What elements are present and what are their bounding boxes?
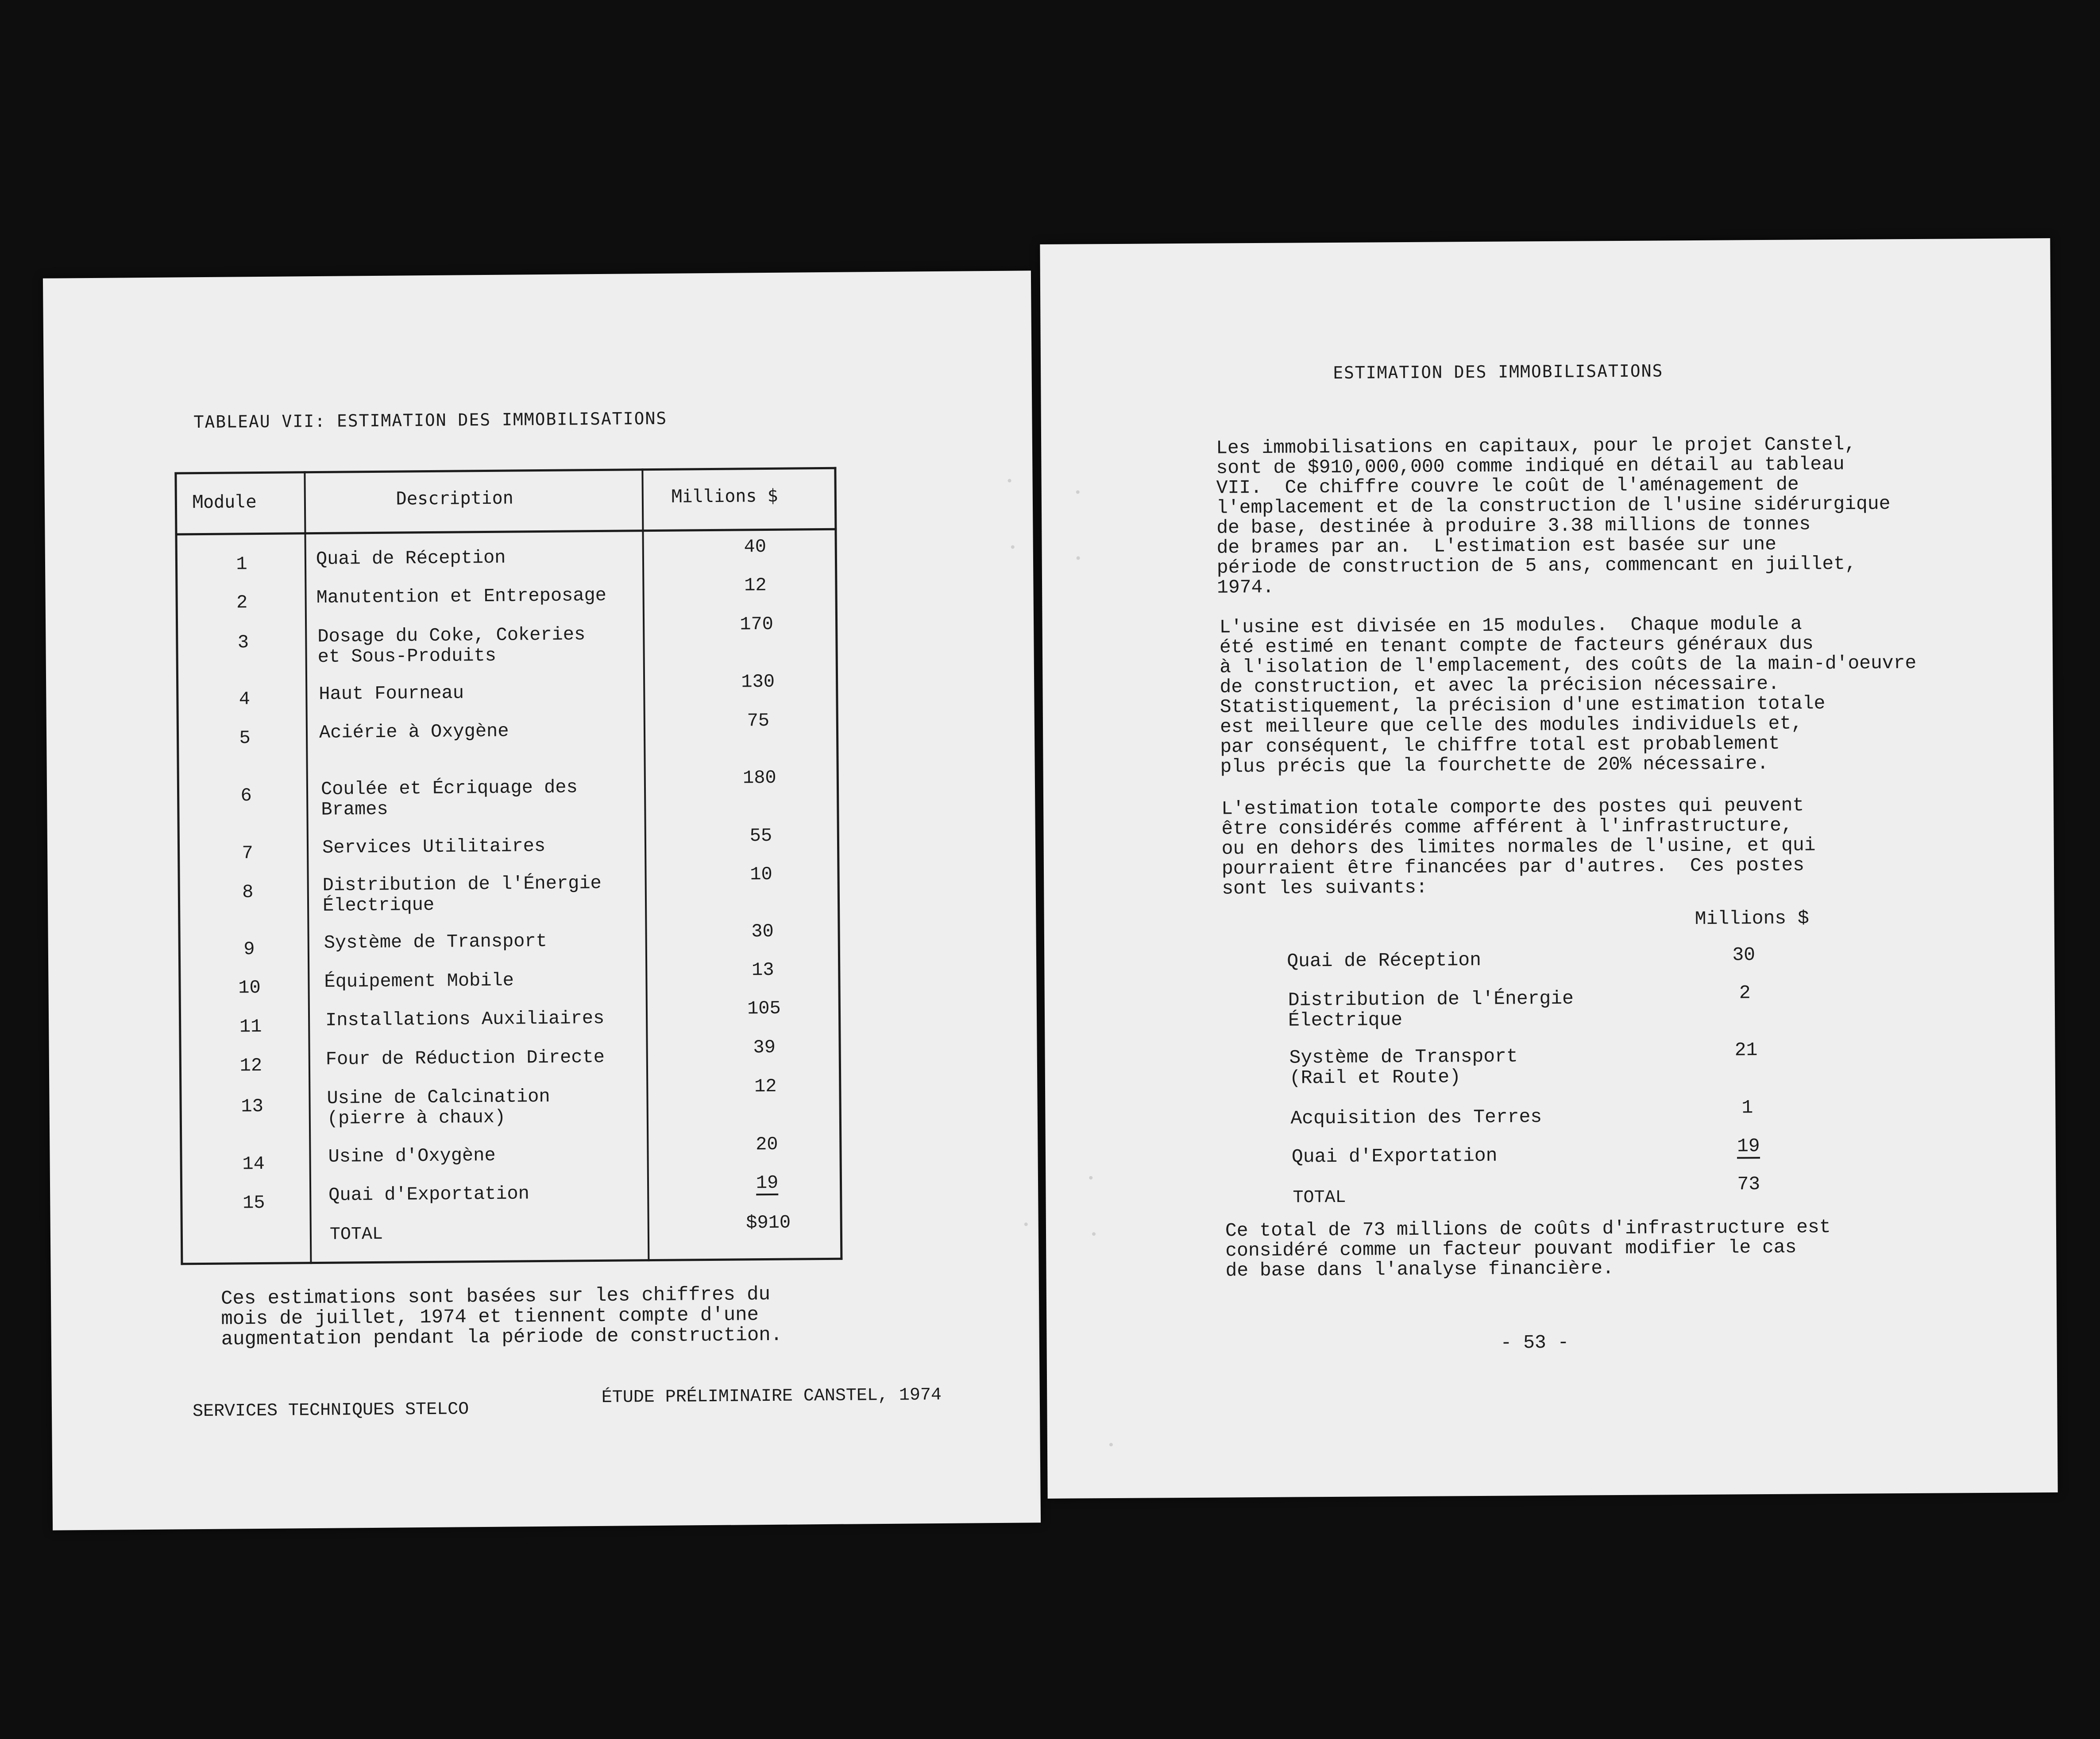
infrastructure-item-5-label: Quai d'Exportation (1291, 1144, 1498, 1168)
page-heading: ESTIMATION DES IMMOBILISATIONS (1333, 361, 1664, 383)
speck (1008, 479, 1011, 483)
infrastructure-item-3-label-line1: Système de Transport (1289, 1045, 1518, 1069)
paragraph-2-line-3: à l'isolation de l'emplacement, des coûts de la main-d'oeuvre (1220, 652, 1917, 678)
speck (1024, 1222, 1028, 1226)
footnote-line-2: mois de juillet, 1974 et tiennent compte d'une (221, 1304, 759, 1330)
table-row-7-value: 55 (749, 825, 772, 847)
table-row-15-value-text: 19 (756, 1172, 779, 1195)
paragraph-1-line-2: sont de $910,000,000 comme indiqué en détail au tableau (1216, 453, 1845, 479)
table-row-14-module: 14 (242, 1153, 265, 1175)
table-row-10-value: 13 (751, 959, 774, 981)
paragraph-1-line-3: VII. Ce chiffre couvre le coût de l'aménagement de (1216, 473, 1799, 499)
paragraph-1-line-8: 1974. (1216, 576, 1274, 599)
closing-line-1: Ce total de 73 millions de coûts d'infrastructure est (1225, 1216, 1831, 1242)
closing-line-2: considéré comme un facteur pouvant modifier le cas (1225, 1236, 1797, 1262)
infrastructure-item-2-value: 2 (1739, 982, 1751, 1004)
table-row-8-description-line2: Électrique (322, 894, 435, 916)
infrastructure-total-label: TOTAL (1293, 1187, 1346, 1208)
speck (1109, 1443, 1113, 1446)
header-millions: Millions $ (671, 485, 778, 507)
table-row-13-value: 12 (754, 1075, 777, 1098)
table-row-2-value: 12 (744, 574, 767, 596)
table-row-3-description-line2: et Sous-Produits (317, 645, 497, 668)
table-row-5-description: Aciérie à Oxygène (319, 720, 509, 743)
speck (1089, 1176, 1092, 1179)
paragraph-3-line-3: ou en dehors des limites normales de l'usine, et qui (1221, 834, 1816, 860)
footnote-line-3: augmentation pendant la période de construction. (221, 1324, 783, 1351)
table-row-5-module: 5 (239, 727, 251, 749)
paragraph-1-line-5: de base, destinée à produire 3.38 millions de tonnes (1216, 513, 1811, 539)
table-row-11-module: 11 (239, 1016, 262, 1038)
paragraph-1-line-7: période de construction de 5 ans, commencant en juillet, (1216, 553, 1857, 579)
infrastructure-item-4-value: 1 (1741, 1097, 1753, 1119)
table-row-8-value: 10 (750, 863, 772, 885)
table-row-15-module: 15 (242, 1192, 265, 1214)
table-row-13-description-line2: (pierre à chaux) (327, 1106, 506, 1129)
infrastructure-item-1-label: Quai de Réception (1287, 949, 1482, 972)
table-row-4-module: 4 (239, 688, 251, 710)
infrastructure-item-5-value (1713, 1135, 1784, 1157)
table-row-6-value: 180 (742, 767, 776, 789)
paragraph-3-line-4: pourraient être financées par d'autres. Ces postes (1221, 854, 1805, 880)
table-row-8-description-line1: Distribution de l'Énergie (322, 872, 602, 896)
paragraph-3-line-5: sont les suivants: (1222, 876, 1428, 900)
footer-right: ÉTUDE PRÉLIMINAIRE CANSTEL, 1974 (601, 1385, 942, 1408)
paragraph-1-line-1: Les immobilisations en capitaux, pour le projet Canstel, (1216, 433, 1856, 459)
table-row-1-module: 1 (236, 553, 247, 575)
table-row-3-description-line1: Dosage du Coke, Cokeries (317, 624, 586, 647)
table-row-10-description: Équipement Mobile (324, 970, 514, 993)
paragraph-2-line-6: est meilleure que celle des modules individuels et, (1220, 712, 1803, 738)
table-row-2-module: 2 (236, 592, 248, 614)
table-row-12-value: 39 (753, 1036, 776, 1059)
table-row-8-module: 8 (242, 881, 254, 903)
paragraph-2-line-2: été estimé en tenant compte de facteurs généraux dus (1219, 633, 1814, 658)
closing-line-3: de base dans l'analyse financière. (1225, 1257, 1614, 1282)
table-title: TABLEAU VII: ESTIMATION DES IMMOBILISATIONS (193, 408, 668, 432)
table-row-12-description: Four de Réduction Directe (325, 1046, 605, 1070)
table-row-13-module: 13 (241, 1095, 264, 1117)
left-page (43, 271, 1041, 1530)
table-row-13-description-line1: Usine de Calcination (327, 1086, 550, 1109)
footnote-line-1: Ces estimations sont basées sur les chiffres du (220, 1283, 771, 1310)
speck (1092, 1232, 1096, 1236)
table-row-11-value: 105 (747, 997, 781, 1020)
table-row-14-description: Usine d'Oxygène (328, 1144, 496, 1167)
table-row-9-module: 9 (243, 939, 255, 960)
table-row-9-description: Système de Transport (324, 930, 548, 954)
table-row-2-description: Manutention et Entreposage (316, 584, 607, 608)
infrastructure-item-3-value: 21 (1734, 1039, 1758, 1061)
table-row-15-description: Quai d'Exportation (328, 1183, 530, 1206)
table-row-11-description: Installations Auxiliaires (325, 1007, 605, 1031)
capital-estimate-table (174, 467, 842, 1265)
table-row-3-value: 170 (740, 613, 774, 635)
table-row-6-module: 6 (240, 785, 252, 807)
infrastructure-item-2-label-line1: Distribution de l'Énergie (1288, 987, 1574, 1011)
speck (1011, 545, 1015, 549)
table-row-9-value: 30 (751, 920, 774, 943)
infrastructure-item-4-label: Acquisition des Terres (1290, 1106, 1542, 1129)
table-row-4-description: Haut Fourneau (319, 682, 464, 705)
table-row-14-value: 20 (755, 1133, 778, 1155)
table-row-7-description: Services Utilitaires (322, 835, 546, 858)
header-description: Description (396, 487, 513, 509)
paragraph-2-line-1: L'usine est divisée en 15 modules. Chaque module a (1219, 613, 1802, 638)
right-page (1040, 238, 2058, 1499)
paragraph-1-line-4: l'emplacement et de la construction de l'usine sidérurgique (1216, 493, 1891, 519)
speck (1077, 556, 1080, 560)
table-row-3-module: 3 (237, 632, 249, 653)
table-total-label: TOTAL (329, 1224, 383, 1245)
infrastructure-item-5-value-text: 19 (1737, 1135, 1760, 1159)
table-total-value: $910 (746, 1212, 791, 1234)
table-row-10-module: 10 (238, 977, 261, 999)
paragraph-2-line-8: plus précis que la fourchette de 20% nécessaire. (1220, 752, 1769, 778)
header-module: Module (192, 491, 257, 513)
table-row-5-value: 75 (747, 710, 770, 732)
table-row-12-module: 12 (239, 1055, 262, 1077)
page-number: - 53 - (1500, 1331, 1569, 1354)
paragraph-1-line-6: de brames par an. L'estimation est basée sur une (1216, 533, 1777, 559)
paragraph-2-line-7: par conséquent, le chiffre total est probablement (1220, 732, 1780, 758)
table-row-6-description-line2: Brames (321, 798, 388, 820)
table-row-1-value: 40 (744, 536, 767, 558)
infrastructure-item-1-value: 30 (1732, 944, 1756, 966)
paragraph-2-line-4: de construction, et avec la précision nécessaire. (1220, 672, 1780, 698)
infrastructure-item-2-label-line2: Électrique (1288, 1009, 1403, 1032)
table-row-4-value: 130 (741, 671, 775, 693)
speck (1076, 490, 1080, 494)
table-row-1-description: Quai de Réception (316, 547, 506, 570)
footer-left: SERVICES TECHNIQUES STELCO (192, 1399, 469, 1422)
infrastructure-item-3-label-line2: (Rail et Route) (1289, 1066, 1461, 1089)
table-row-7-module: 7 (242, 842, 253, 864)
infrastructure-column-header: Millions $ (1695, 907, 1809, 930)
table-row-15-value (723, 1172, 811, 1194)
paragraph-2-line-5: Statistiquement, la précision d'une estimation totale (1220, 692, 1826, 718)
paragraph-3-line-2: être considérés comme afférent à l'infrastructure, (1221, 814, 1793, 840)
paragraph-3-line-1: L'estimation totale comporte des postes qui peuvent (1221, 794, 1804, 820)
infrastructure-total-value: 73 (1737, 1173, 1760, 1195)
table-row-6-description-line1: Coulée et Écriquage des (320, 777, 578, 800)
